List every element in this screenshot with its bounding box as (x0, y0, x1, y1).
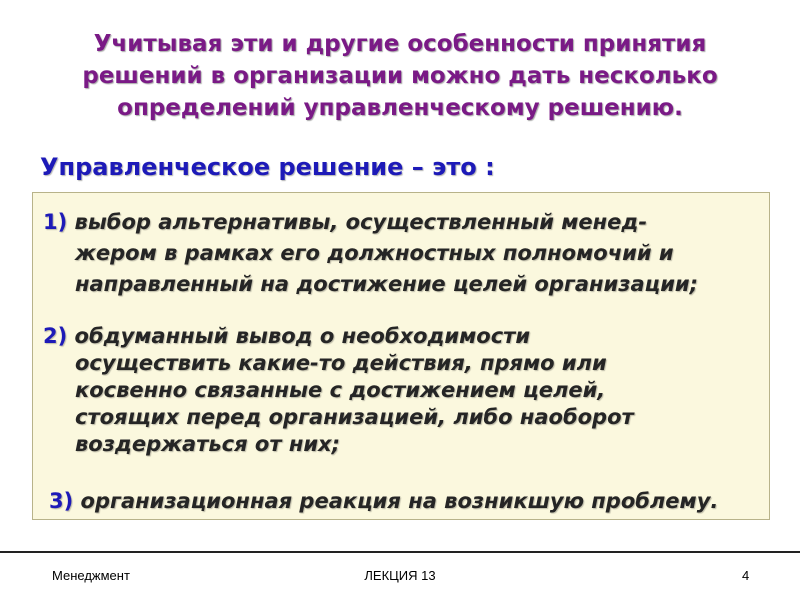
definition-text: выбор альтернативы, осуществленный менед- (74, 210, 648, 234)
footer-lecture-label: ЛЕКЦИЯ 13 (364, 568, 436, 583)
definition-line: стоящих перед организацией, либо наоборот (75, 405, 634, 429)
definition-line: направленный на достижение целей организации; (75, 272, 699, 296)
footer-course-name: Менеджмент (52, 568, 130, 583)
definition-text: обдуманный вывод о необходимости (74, 324, 531, 348)
definition-line (49, 487, 769, 515)
definition-item-1 (43, 207, 763, 300)
slide-title-line: Учитывая эти и другие особенности принятия (93, 31, 707, 57)
definition-item-2 (43, 323, 763, 458)
definition-number: 3) (49, 489, 74, 513)
definitions-box (32, 192, 770, 520)
definition-line: осуществить какие-то действия, прямо или (75, 351, 607, 375)
definition-text: организационная реакция на возникшую проблему. (80, 489, 719, 513)
slide-title-line: решений в организации можно дать несколько (82, 63, 718, 89)
slide-title-line: определений управленческому решению. (117, 95, 683, 121)
definition-number: 2) (43, 324, 68, 348)
footer-divider (0, 551, 800, 553)
definition-line: косвенно связанные с достижением целей, (75, 378, 606, 402)
definition-line (43, 207, 763, 238)
definition-line: воздержаться от них; (75, 432, 340, 456)
slide-title (40, 28, 760, 124)
definition-line (43, 323, 763, 350)
footer-page-number: 4 (742, 568, 750, 583)
definition-number: 1) (43, 210, 68, 234)
definition-item-3 (49, 487, 769, 515)
definition-line: жером в рамках его должностных полномочий и (75, 241, 674, 265)
definition-heading: Управленческое решение – это : (40, 153, 495, 181)
